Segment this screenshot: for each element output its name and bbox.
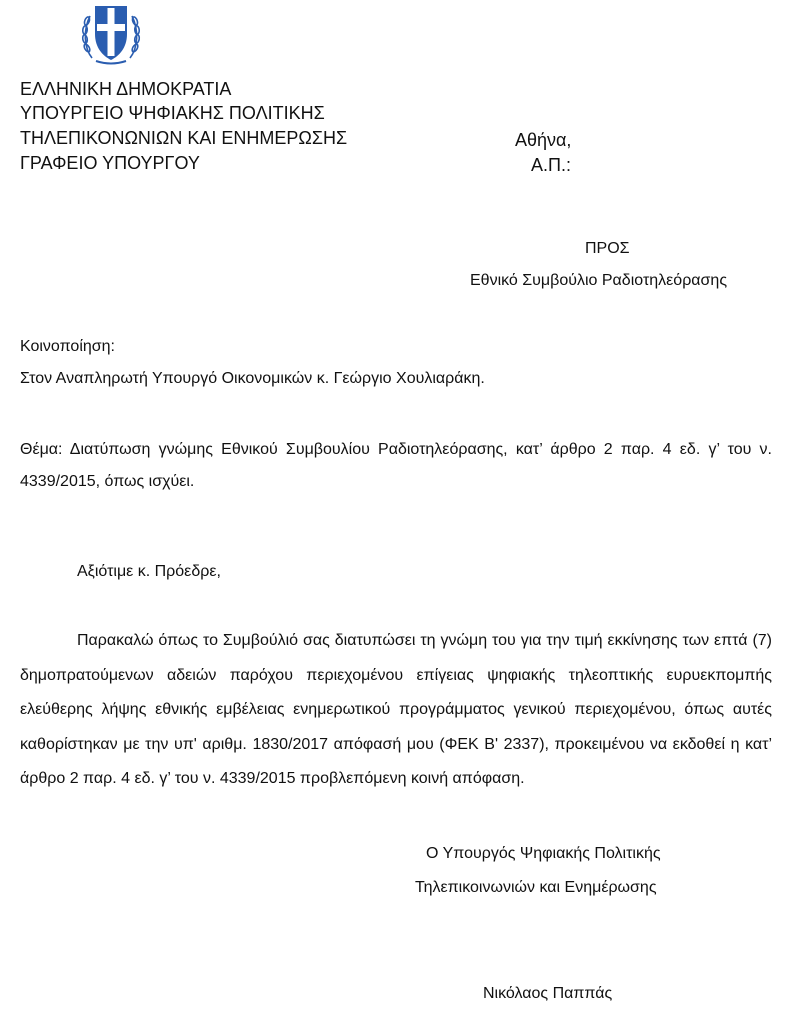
recipient-to-label: ΠΡΟΣ (585, 240, 630, 257)
letter-body-text: Παρακαλώ όπως το Συμβούλιό σας διατυπώσει τη γνώμη του για την τιμή εκκίνησης των επτά (7) δημοπρατούμενων αδειών παρόχου περιεχομένου επίγειας ψηφιακής τηλεοπτικής ευρυεκπομπής ελεύθερης λήψης εθνικής εμβέλειας ενημερωτικού προγράμματος γενικού περιεχομένου, όπως αυτές καθορίστηκαν με την υπ' αριθμ. 1830/2017 απόφασή μου (ΦΕΚ Β' 2337), προκειμένου να εκδοθεί η κατ’ άρθρο 2 παρ. 4 εδ. γ’ του ν. 4339/2015 προβλεπόμενη κοινή απόφαση. (20, 632, 772, 787)
letter-body (20, 624, 772, 797)
subject-line: Θέμα: Διατύπωση γνώμης Εθνικού Συμβουλίου Ραδιοτηλεόρασης, κατ’ άρθρο 2 παρ. 4 εδ. γ’ του ν. 4339/2015, όπως ισχύει. (20, 441, 772, 490)
ministry-heading-line1: ΥΠΟΥΡΓΕΙΟ ΨΗΦΙΑΚΗΣ ΠΟΛΙΤΙΚΗΣ (20, 103, 325, 123)
protocol-number-label: Α.Π.: (531, 155, 572, 175)
recipient-name: Εθνικό Συμβούλιο Ραδιοτηλεόρασης (470, 272, 728, 289)
signature-title-line1: Ο Υπουργός Ψηφιακής Πολιτικής (426, 845, 661, 862)
ministry-heading-line2: ΤΗΛΕΠΙΚΟΝΩΝΙΩΝ ΚΑΙ ΕΝΗΜΕΡΩΣΗΣ (20, 128, 348, 148)
greek-emblem-icon (78, 0, 144, 66)
signature-title-line2: Τηλεπικοινωνιών και Ενημέρωσης (415, 879, 657, 896)
cc-recipient: Στον Αναπληρωτή Υπουργό Οικονομικών κ. Γεώργιο Χουλιαράκη. (20, 370, 485, 387)
republic-heading: ΕΛΛΗΝΙΚΗ ΔΗΜΟΚΡΑΤΙΑ (20, 79, 232, 99)
place-date-label: Αθήνα, (515, 130, 572, 150)
office-heading: ΓΡΑΦΕΙΟ ΥΠΟΥΡΓΟΥ (20, 153, 200, 173)
cc-label: Κοινοποίηση: (20, 338, 115, 355)
salutation: Αξιότιμε κ. Πρόεδρε, (77, 563, 221, 580)
signatory-name: Νικόλαος Παππάς (483, 985, 613, 1002)
